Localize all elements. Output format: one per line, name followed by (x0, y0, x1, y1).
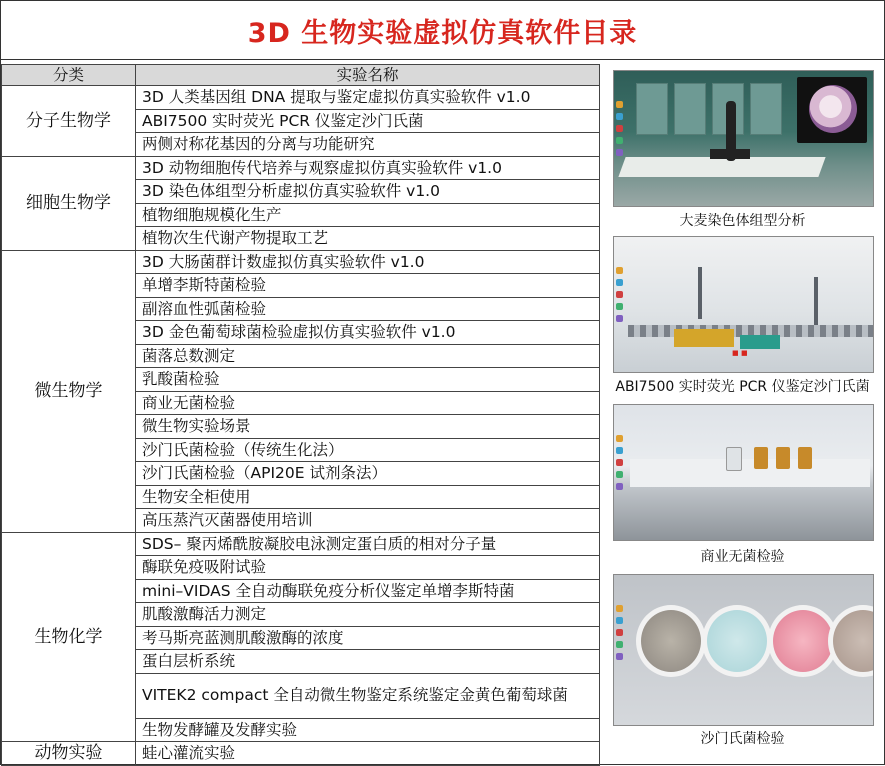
window-decor (636, 83, 668, 135)
petri-dish (636, 605, 706, 677)
category-animal-experiment: 动物实验 (2, 742, 136, 766)
status-label: ■ ■ (732, 349, 748, 357)
table-row (2, 532, 600, 556)
table-header-row (2, 65, 600, 86)
software-catalog-table (1, 64, 600, 766)
category-molecular-biology: 分子生物学 (2, 86, 136, 157)
experiment-item: 两侧对称花基因的分离与功能研究 (136, 133, 600, 157)
screenshot-pcr (613, 236, 874, 373)
screenshot-caption: ABI7500 实时荧光 PCR 仪鉴定沙门氏菌 (615, 379, 870, 395)
experiment-item: 3D 染色体组型分析虚拟仿真实验软件 v1.0 (136, 180, 600, 204)
experiment-item: SDS– 聚丙烯酰胺凝胶电泳测定蛋白质的相对分子量 (136, 532, 600, 556)
page-title: 3D 生物实验虚拟仿真软件目录 (1, 1, 884, 60)
tool-sidebar[interactable] (616, 101, 624, 161)
experiment-item: 沙门氏菌检验（传统生化法） (136, 438, 600, 462)
category-microbiology: 微生物学 (2, 250, 136, 532)
experiment-item: 3D 大肠菌群计数虚拟仿真实验软件 v1.0 (136, 250, 600, 274)
experiment-item: 菌落总数测定 (136, 344, 600, 368)
experiment-item: 高压蒸汽灭菌器使用培训 (136, 509, 600, 533)
experiment-item: 生物发酵罐及发酵实验 (136, 718, 600, 742)
sample-jar (798, 447, 812, 469)
sample-jar (776, 447, 790, 469)
screenshot-caption: 商业无菌检验 (700, 549, 785, 565)
microscope-view (797, 77, 867, 143)
experiment-item: 微生物实验场景 (136, 415, 600, 439)
microscope-base (710, 149, 750, 159)
category-biochemistry: 生物化学 (2, 532, 136, 742)
sample-rack (740, 335, 780, 349)
experiment-item: 沙门氏菌检验（API20E 试剂条法） (136, 462, 600, 486)
pipette-icon (698, 267, 702, 319)
screenshot-caption: 沙门氏菌检验 (700, 731, 785, 747)
table-row (2, 250, 600, 274)
window-decor (674, 83, 706, 135)
experiment-item: 生物安全柜使用 (136, 485, 600, 509)
tool-sidebar[interactable] (616, 435, 624, 495)
table-row (2, 742, 600, 766)
experiment-item: 商业无菌检验 (136, 391, 600, 415)
screenshot-salmonella-test (613, 574, 874, 726)
pipette-icon (814, 277, 818, 329)
header-experiment-name: 实验名称 (136, 65, 600, 86)
experiment-item: 3D 金色葡萄球菌检验虚拟仿真实验软件 v1.0 (136, 321, 600, 345)
cell-image (809, 85, 857, 133)
experiment-item: 3D 动物细胞传代培养与观察虚拟仿真实验软件 v1.0 (136, 156, 600, 180)
experiment-item: 蛋白层析系统 (136, 650, 600, 674)
experiment-item: 肌酸激酶活力测定 (136, 603, 600, 627)
sample-jar (726, 447, 742, 471)
screenshot-panel (599, 64, 885, 764)
lab-table (630, 459, 870, 487)
experiment-item: 乳酸菌检验 (136, 368, 600, 392)
petri-dish (828, 605, 874, 677)
category-cell-biology: 细胞生物学 (2, 156, 136, 250)
experiment-item: 植物次生代谢产物提取工艺 (136, 227, 600, 251)
header-category: 分类 (2, 65, 136, 86)
experiment-item: 蛙心灌流实验 (136, 742, 600, 766)
experiment-item: 考马斯亮蓝测肌酸激酶的浓度 (136, 626, 600, 650)
sample-jar (754, 447, 768, 469)
experiment-item: ABI7500 实时荧光 PCR 仪鉴定沙门氏菌 (136, 109, 600, 133)
table-row (2, 156, 600, 180)
experiment-item: 酶联免疫吸附试验 (136, 556, 600, 580)
tool-sidebar[interactable] (616, 267, 624, 327)
screenshot-caption: 大麦染色体组型分析 (679, 213, 806, 229)
tube-rack (674, 329, 734, 347)
lab-bench (618, 157, 825, 177)
experiment-item: 3D 人类基因组 DNA 提取与鉴定虚拟仿真实验软件 v1.0 (136, 86, 600, 110)
screenshot-aseptic-test (613, 404, 874, 541)
experiment-item: mini–VIDAS 全自动酶联免疫分析仪鉴定单增李斯特菌 (136, 579, 600, 603)
experiment-item: 植物细胞规模化生产 (136, 203, 600, 227)
experiment-item: 单增李斯特菌检验 (136, 274, 600, 298)
table-row (2, 86, 600, 110)
tool-sidebar[interactable] (616, 605, 624, 665)
petri-dish (702, 605, 772, 677)
experiment-item: VITEK2 compact 全自动微生物鉴定系统鉴定金黄色葡萄球菌 (136, 673, 600, 718)
screenshot-chromosome-karyotype (613, 70, 874, 207)
window-decor (750, 83, 782, 135)
experiment-item: 副溶血性弧菌检验 (136, 297, 600, 321)
